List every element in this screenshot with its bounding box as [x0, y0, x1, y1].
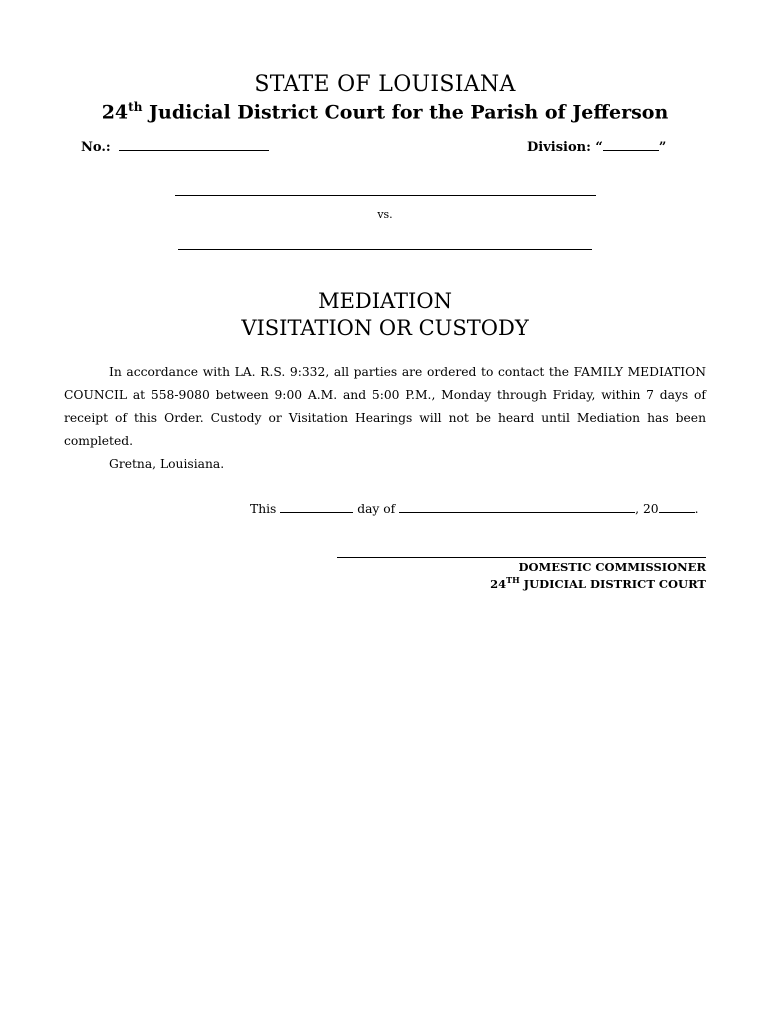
signatory-title: DOMESTIC COMMISSIONER [518, 560, 706, 574]
signatory-court-name: JUDICIAL DISTRICT COURT [519, 576, 706, 591]
defendant-line[interactable] [178, 249, 592, 250]
case-number-row [81, 138, 269, 155]
this-label: This [250, 502, 277, 516]
day-blank[interactable] [280, 500, 353, 513]
court-name: Judicial District Court for the Parish of Jefferson [142, 101, 669, 124]
court-heading [0, 100, 770, 123]
year-prefix: , 20 [635, 502, 659, 516]
order-paragraph: In accordance with LA. R.S. 9:332, all parties are ordered to contact the FAMILY MEDIATION COUNCIL at 558-9080 between 9:00 A.M. and 5:00 P.M., Monday through Friday, within 7 days of receipt of this Order. Custody or Visitation Hearings will not be heard until Mediation has been completed. [64, 365, 706, 448]
division-blank[interactable] [603, 138, 659, 151]
division-label: Division: [527, 140, 591, 155]
court-number: 24 [101, 101, 129, 124]
date-row [250, 500, 699, 516]
signatory-court [337, 575, 706, 591]
order-place: Gretna, Louisiana. [109, 457, 225, 471]
date-period: . [694, 502, 699, 516]
division-open-quote: “ [595, 140, 603, 155]
case-number-blank[interactable] [119, 138, 269, 151]
division-close-quote: ” [658, 140, 667, 155]
form-title: MEDIATION [318, 289, 452, 313]
month-blank[interactable] [399, 500, 635, 513]
year-blank[interactable] [659, 500, 695, 513]
versus-text: vs. [377, 208, 393, 221]
signature-line[interactable] [337, 557, 706, 558]
signatory-court-number: 24 [490, 576, 507, 591]
division-row [527, 138, 666, 155]
day-of-label: day of [357, 502, 396, 516]
form-subtitle: VISITATION OR CUSTODY [241, 316, 529, 340]
court-ordinal: th [128, 100, 143, 114]
state-heading: STATE OF LOUISIANA [254, 72, 516, 97]
order-body [64, 361, 706, 476]
signatory-court-ordinal: TH [506, 575, 520, 585]
case-number-label: No.: [81, 140, 111, 155]
plaintiff-line[interactable] [175, 195, 596, 196]
